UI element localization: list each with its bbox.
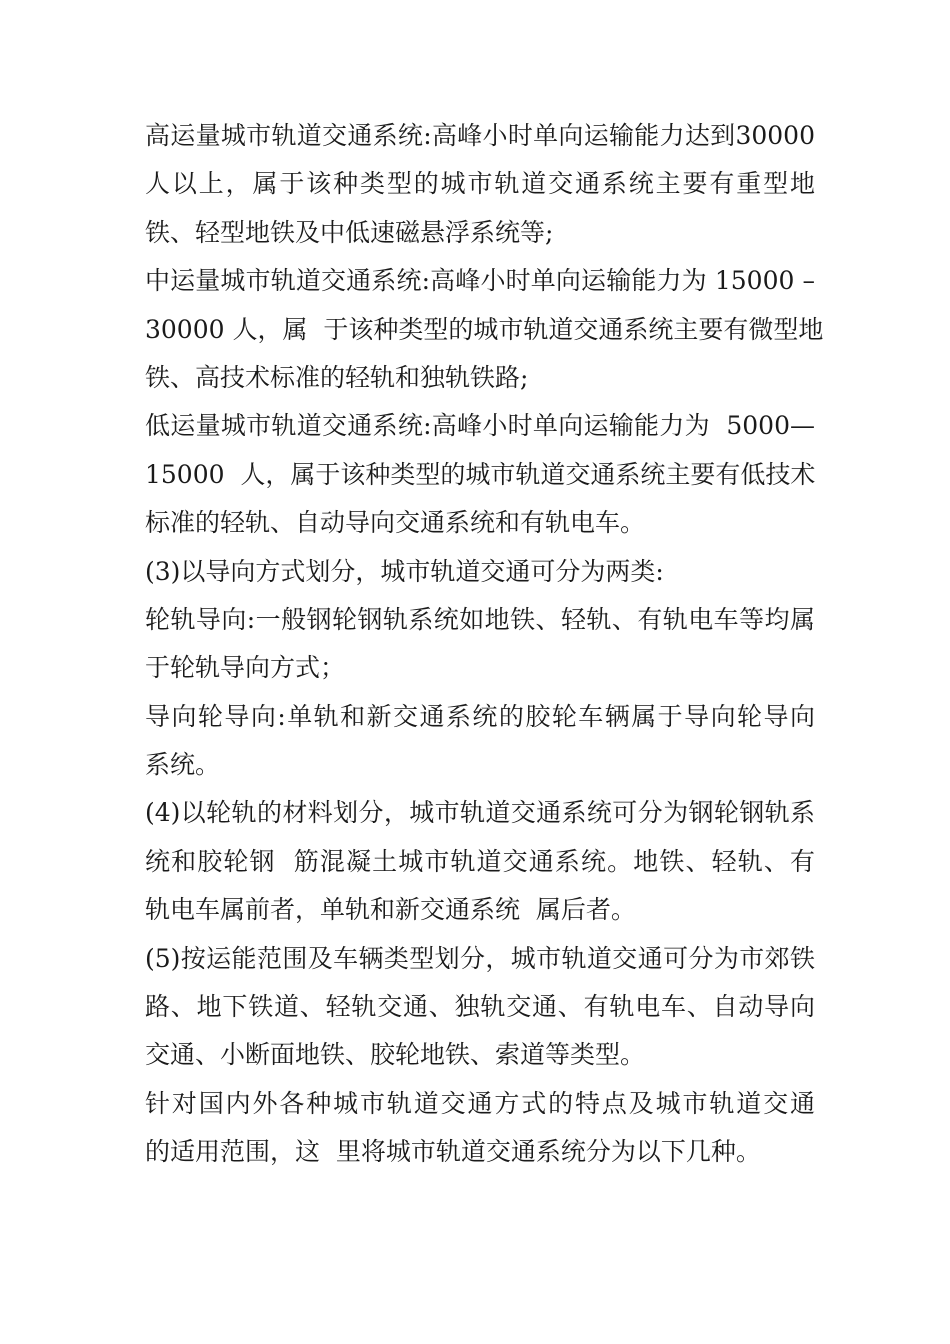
- text-line: 低运量城市轨道交通系统:高峰小时单向运输能力为 5000—: [145, 411, 815, 441]
- paragraph-guidance-heading: [145, 548, 815, 596]
- text-line: 高运量城市轨道交通系统:高峰小时单向运输能力达到30000: [145, 121, 815, 150]
- text-line: (4)以轮轨的材料划分，城市轨道交通系统可分为钢轮钢轨系: [145, 798, 815, 828]
- text-line: 铁、高技术标准的轻轨和独轨铁路;: [145, 362, 529, 392]
- paragraph-medium-capacity: [145, 257, 824, 402]
- paragraph-guide-wheel-guidance: [145, 693, 815, 790]
- text-line: 于轮轨导向方式；: [145, 653, 346, 683]
- text-line: 中运量城市轨道交通系统:高峰小时单向运输能力为 15000 –: [145, 266, 815, 296]
- text-line: 交通、小断面地铁、胶轮地铁、索道等类型。: [145, 1040, 646, 1070]
- text-line: 轮轨导向:一般钢轮钢轨系统如地铁、轻轨、有轨电车等均属: [145, 604, 815, 634]
- text-line: 路、地下铁道、轻轨交通、独轨交通、有轨电车、自动导向: [145, 992, 815, 1022]
- paragraph-capacity-vehicle-classification: [145, 935, 815, 1080]
- paragraph-low-capacity: [145, 402, 815, 547]
- text-line: (5)按运能范围及车辆类型划分，城市轨道交通可分为市郊铁: [145, 943, 815, 973]
- text-line: 标准的轻轨、自动导向交通系统和有轨电车。: [145, 508, 646, 538]
- text-line: 铁、轻型地铁及中低速磁悬浮系统等;: [145, 217, 554, 247]
- paragraph-wheel-rail-guidance: [145, 596, 815, 693]
- text-line: 导向轮导向:单轨和新交通系统的胶轮车辆属于导向轮导向: [145, 701, 815, 731]
- document-body: [145, 112, 824, 1177]
- paragraph-high-capacity: [145, 112, 815, 257]
- text-line: (3)以导向方式划分，城市轨道交通可分为两类:: [145, 556, 664, 586]
- text-line: 30000 人，属 于该种类型的城市轨道交通系统主要有微型地: [145, 314, 824, 344]
- text-line: 统和胶轮钢 筋混凝土城市轨道交通系统。地铁、轻轨、有: [145, 846, 815, 876]
- text-line: 人以上，属于该种类型的城市轨道交通系统主要有重型地: [145, 169, 815, 199]
- paragraph-material-classification: [145, 789, 815, 934]
- text-line: 系统。: [145, 750, 221, 780]
- text-line: 针对国内外各种城市轨道交通方式的特点及城市轨道交通: [145, 1088, 815, 1118]
- text-line: 轨电车属前者，单轨和新交通系统 属后者。: [145, 895, 636, 925]
- text-line: 的适用范围，这 里将城市轨道交通系统分为以下几种。: [145, 1137, 761, 1167]
- text-line: 15000 人，属于该种类型的城市轨道交通系统主要有低技术: [145, 459, 816, 489]
- paragraph-summary: [145, 1080, 815, 1177]
